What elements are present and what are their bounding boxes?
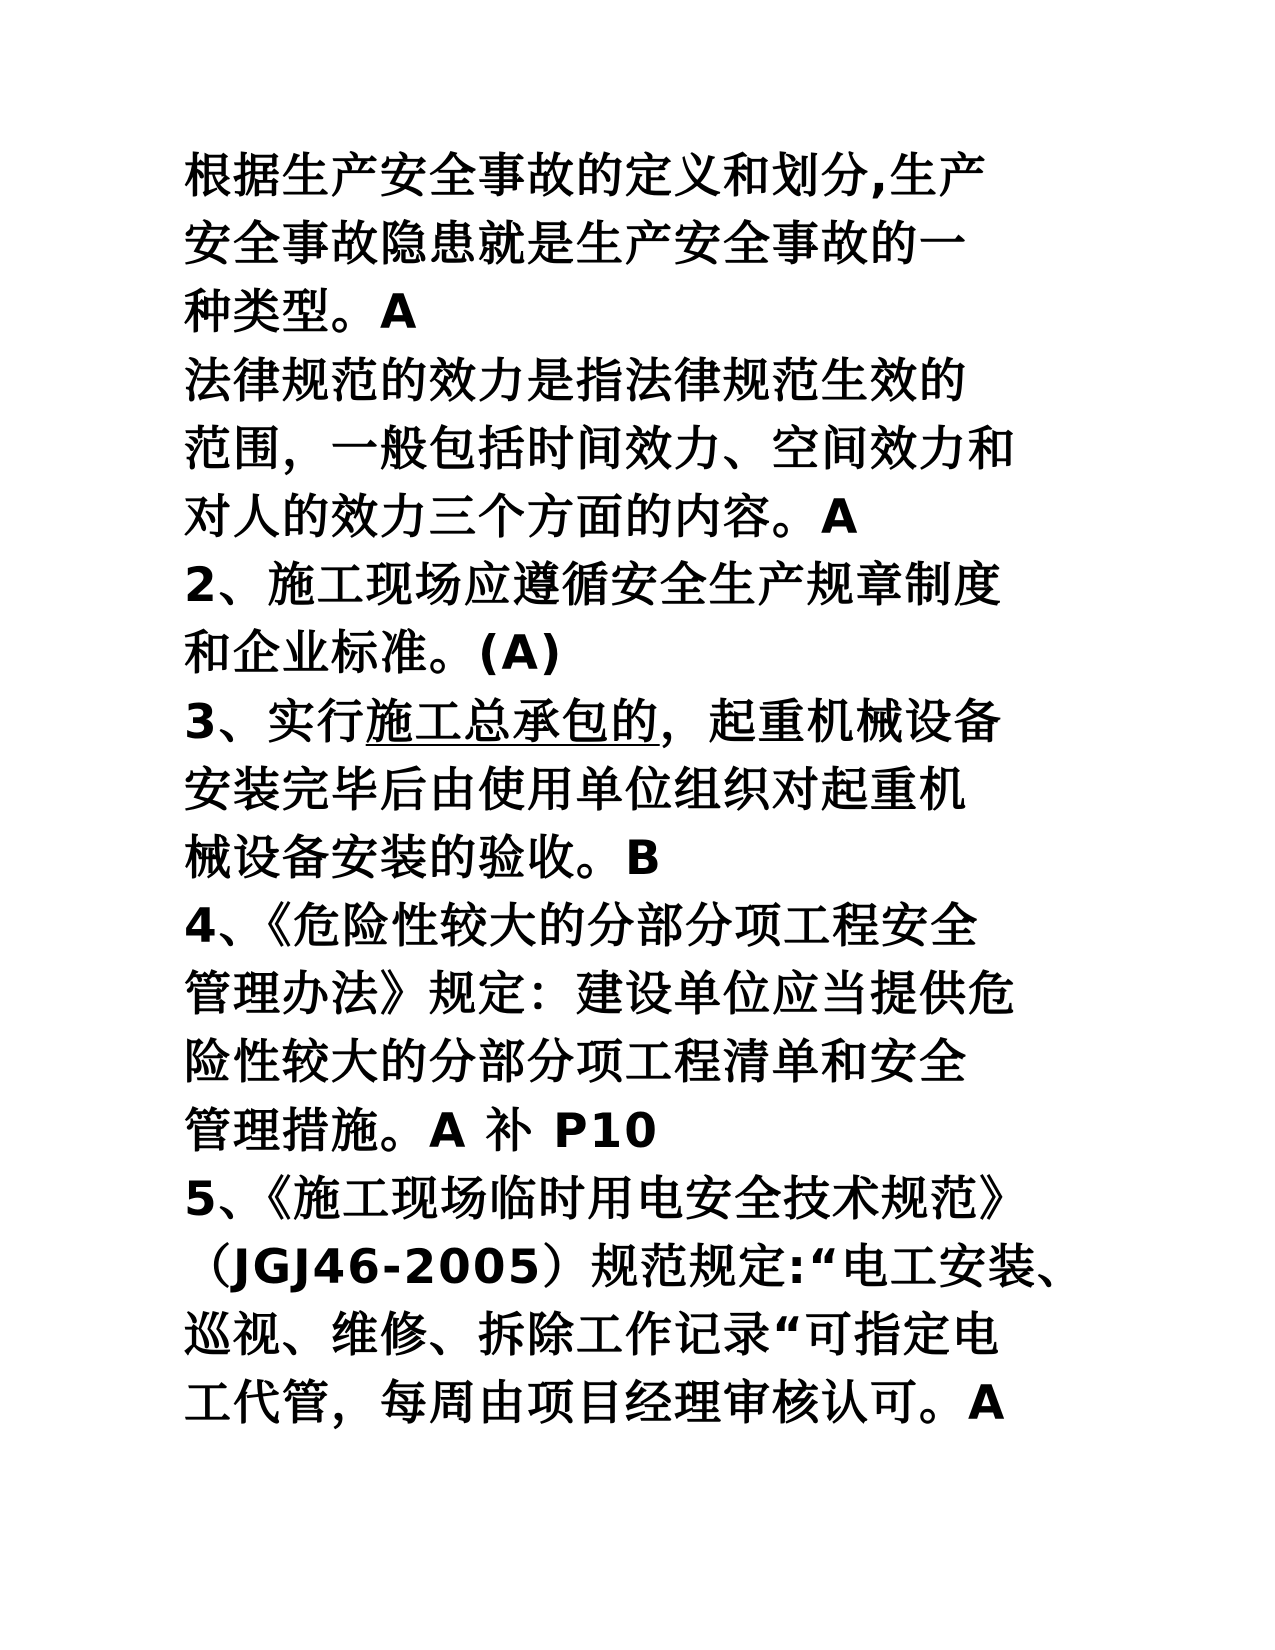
text-line: 安全事故隐患就是生产安全事故的一	[184, 217, 968, 273]
text-line: 法律规范的效力是指法律规范生效的	[184, 353, 968, 409]
text-line: 安装完毕后由使用单位组织对起重机	[184, 762, 968, 818]
text-segment: 3、实行	[184, 694, 366, 750]
text-line: 巡视、维修、拆除工作记录“可指定电	[184, 1308, 1001, 1364]
text-line: （JGJ46-2005）规范规定:“电工安装、	[184, 1240, 1086, 1295]
text-line: 5、《施工现场临时用电安全技术规范》	[184, 1171, 1029, 1227]
text-line: 范围，一般包括时间效力、空间效力和	[184, 421, 1017, 477]
underlined-text: 施工总承包的	[365, 694, 660, 750]
text-line: 4、《危险性较大的分部分项工程安全	[184, 899, 980, 955]
text-line: 管理办法》规定：建设单位应当提供危	[184, 967, 1017, 1023]
text-line: 工代管，每周由项目经理审核认可。A	[184, 1376, 1007, 1432]
text-line-with-underline	[184, 689, 1064, 757]
text-line: 根据生产安全事故的定义和划分,生产	[184, 149, 988, 204]
text-line: 种类型。A	[184, 285, 419, 341]
text-line: 管理措施。A 补 P10	[184, 1103, 659, 1159]
text-line: 险性较大的分部分项工程清单和安全	[184, 1035, 968, 1091]
text-line: 对人的效力三个方面的内容。A	[184, 489, 860, 545]
text-line: 械设备安装的验收。B	[184, 830, 663, 886]
document-body	[184, 143, 1086, 1439]
text-segment: ，起重机械设备	[659, 694, 1003, 750]
text-line: 2、施工现场应遵循安全生产规章制度	[184, 558, 1003, 614]
text-line: 和企业标准。(A)	[184, 626, 564, 682]
